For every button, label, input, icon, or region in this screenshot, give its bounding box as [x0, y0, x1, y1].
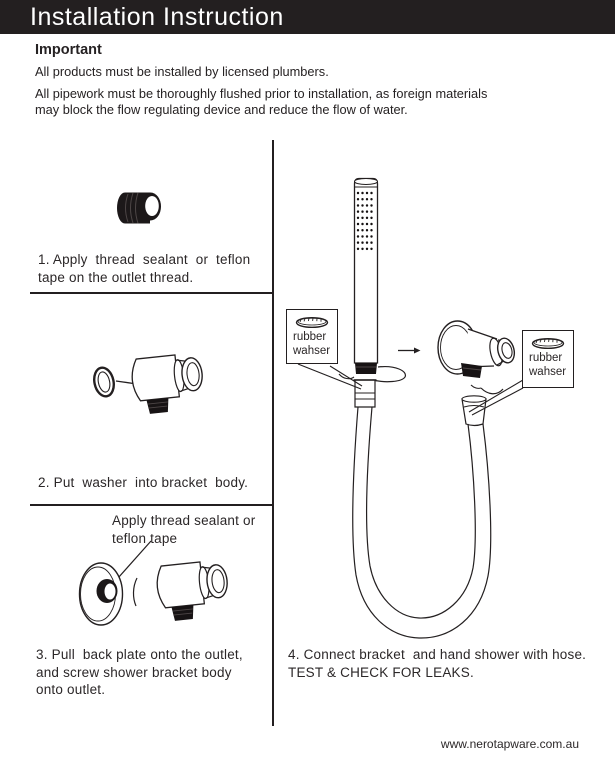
step2-line1: 2. Put washer into bracket body.	[38, 475, 249, 490]
intro-paragraph-2	[35, 86, 487, 117]
bracket-body-icon	[155, 559, 230, 622]
callout-left-line2: wahser	[293, 344, 331, 357]
step4-caption	[288, 646, 600, 682]
rubber-washer-icon	[293, 315, 331, 329]
step2-divider	[30, 504, 272, 506]
rotate-arc-icon	[481, 388, 503, 394]
wall-bracket-icon	[438, 321, 517, 378]
rubber-washer-callout-left	[286, 309, 338, 364]
hose-connector-icon	[462, 396, 486, 426]
step2-illustration	[85, 342, 230, 427]
step4-line1: 4. Connect bracket and hand shower with hose.	[288, 647, 587, 662]
rotate-arc-icon	[373, 367, 405, 382]
step3-illustration	[58, 540, 248, 640]
rubber-washer-callout-right	[522, 330, 574, 388]
column-divider	[272, 140, 274, 726]
step3-caption	[36, 646, 272, 699]
outlet-thread-fitting-icon	[112, 186, 164, 232]
step1-divider	[30, 292, 272, 294]
step1-line1: 1. Apply thread sealant or teflon	[38, 252, 251, 267]
step3-note-line2: teflon tape	[112, 530, 178, 546]
back-plate-icon	[80, 563, 123, 625]
step1-caption	[38, 251, 270, 286]
hose-connector-icon	[354, 380, 377, 407]
callout-pointer-left	[298, 364, 362, 389]
callout-right-line2: wahser	[529, 365, 567, 378]
intro-paragraph-2-line1: All pipework must be thoroughly flushed prior to installation, as foreign materials	[35, 86, 488, 101]
step3-line2: and screw shower bracket body	[36, 664, 232, 680]
rotate-arc-icon	[133, 578, 137, 606]
hose-icon	[353, 407, 491, 638]
arrow-right-icon	[398, 348, 421, 354]
website-url: www.nerotapware.com.au	[440, 737, 579, 751]
callout-right-line1: rubber	[529, 352, 563, 364]
page-title: Installation Instruction	[30, 3, 284, 31]
callout-left-line1: rubber	[293, 331, 327, 343]
bracket-body-icon	[130, 352, 205, 415]
step2-caption	[38, 474, 270, 492]
rubber-washer-icon	[529, 336, 567, 350]
step3-note-line1: Apply thread sealant or	[112, 513, 256, 528]
intro-paragraph-2-line2: may block the flow regulating device and reduce the flow of water.	[35, 101, 408, 117]
hand-shower-icon	[355, 179, 378, 375]
rotate-arc-icon	[471, 385, 481, 388]
step4-line2: TEST & CHECK FOR LEAKS.	[288, 665, 474, 680]
important-heading: Important	[35, 42, 102, 58]
step3-line1: 3. Pull back plate onto the outlet,	[36, 647, 243, 662]
washer-icon	[92, 366, 117, 398]
step3-line3: onto outlet.	[36, 682, 106, 697]
intro-paragraph-1: All products must be installed by licensed plumbers.	[35, 64, 329, 79]
header-bar	[0, 0, 615, 34]
step4-illustration	[275, 140, 615, 700]
step1-line2: tape on the outlet thread.	[38, 269, 194, 285]
